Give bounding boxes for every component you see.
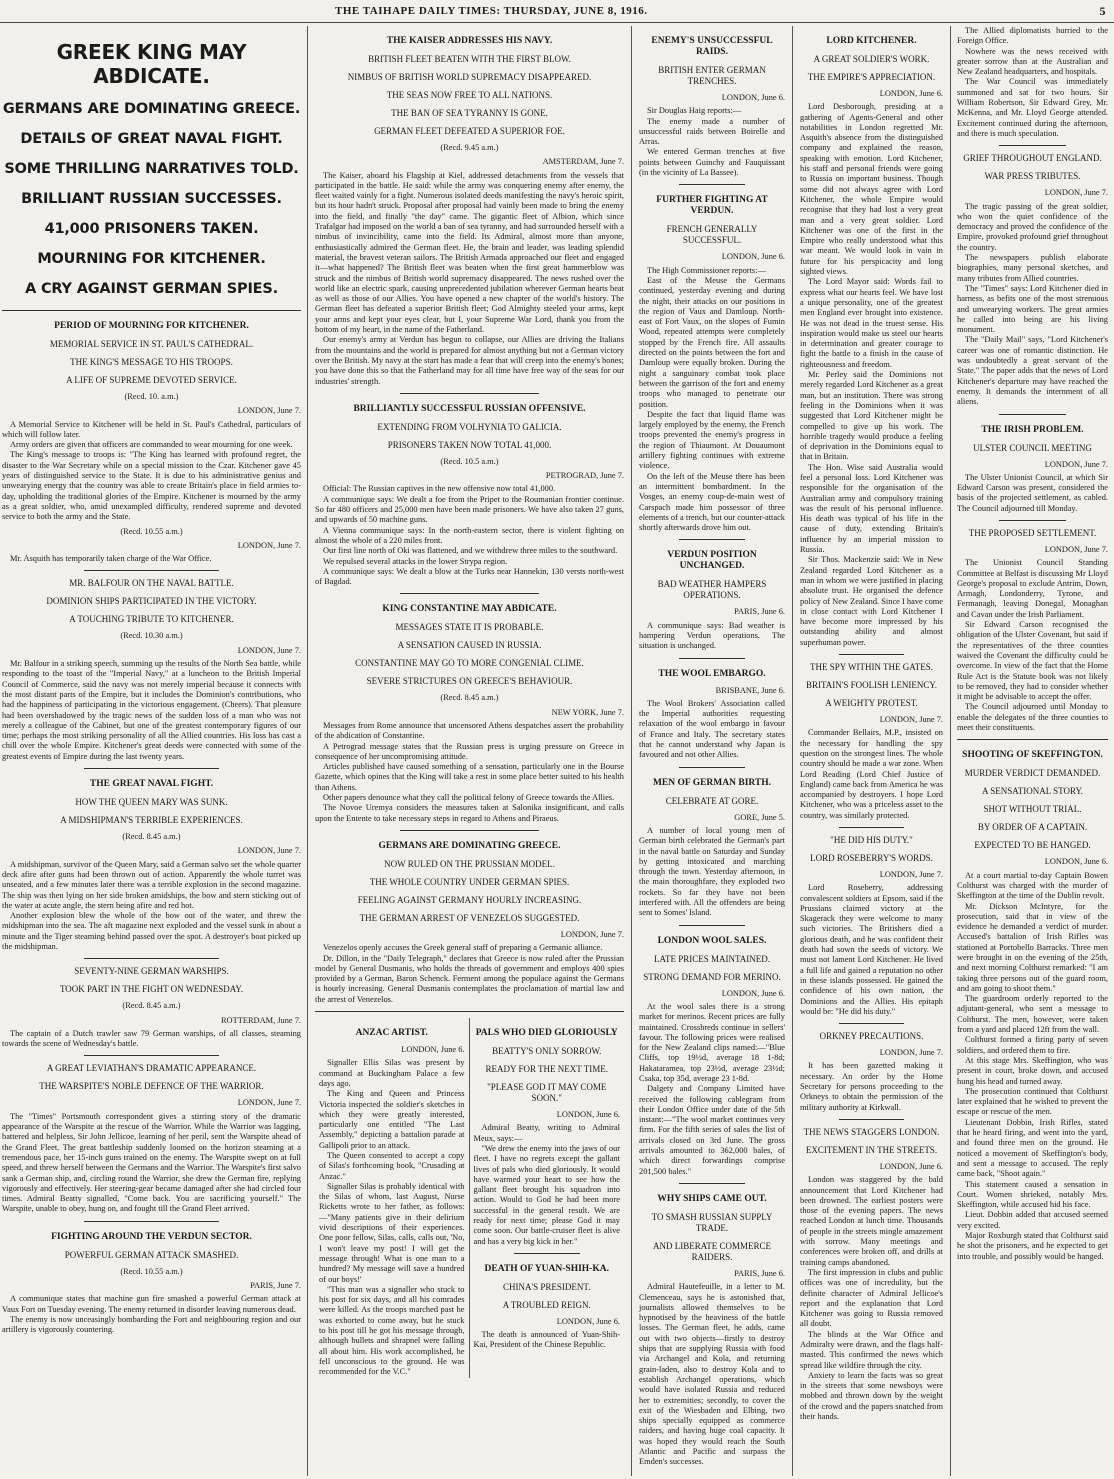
article-german-birth [639, 778, 785, 919]
divider [84, 768, 219, 769]
sub-heading: A WEIGHTY PROTEST. [825, 698, 918, 709]
paragraph: Dalgety and Company Limited have received the following cablegram from their London Office under date of the 5th instant:—"The wool market continues very firm. For the fifth series of sales the list of arrivals closed on 3rd June. The gross arrivals amounted to 362,000 bales, of which direct forwardings comprise 201,500 bales." [639, 1084, 785, 1176]
sub-heading: BEATTY'S ONLY SORROW. [492, 1046, 602, 1057]
paragraph: The first impression in clubs and public offices was one of incredulity, but the definite character of Admiral Jellicoe's report and the explanation that Lord Kitchener was going to Russia removed all doubt. [800, 1267, 943, 1329]
paragraph: The Unionist Council Standing Committee at Belfast is discussing Mr Lloyd George's proposal to exclude Antrim, Down, Armagh, Londonderry, Tyrone, and Fermanagh, leaving Donegal, Monaghan and Cavan under the Irish Parliament. [957, 558, 1108, 619]
paragraph: The prosecution continued that Colthurst later explained that he wished to prevent the escape or rescue of the men. [957, 1086, 1108, 1117]
dateline: GORE, June 5. [734, 812, 785, 822]
column-5 [953, 26, 1112, 1476]
dateline: PARIS, June 6. [734, 1268, 785, 1278]
article-heading: VERDUN POSITION UNCHANGED. [667, 550, 757, 572]
article-heading: DEATH OF YUAN-SHIH-KA. [484, 1263, 609, 1274]
column-2 [310, 26, 629, 1476]
article-heading: SHOOTING OF SKEFFINGTON. [962, 750, 1103, 761]
dateline: LONDON, June 6. [721, 252, 785, 262]
article-heading: FURTHER FIGHTING AT VERDUN. [656, 195, 768, 217]
sub-heading: PRISONERS TAKEN NOW TOTAL 41,000. [387, 439, 552, 450]
article-heading: PALS WHO DIED GLORIOUSLY [475, 1028, 618, 1039]
paragraph: The death is announced of Yuan-Shih-Kai, President of the Chinese Republic. [473, 1330, 620, 1350]
sub-heading: FRENCH GENERALLY SUCCESSFUL. [666, 224, 758, 246]
column-rule [631, 26, 632, 1476]
divider [679, 539, 745, 540]
sub-heading: POWERFUL GERMAN ATTACK SMASHED. [64, 1249, 239, 1260]
sub-heading: A SENSATION CAUSED IN RUSSIA. [397, 640, 542, 651]
paragraph: A Petrograd message states that the Russian press is urging pressure on Greece in consequence of her uncompromising attitude. [315, 741, 624, 761]
dateline: LONDON, June 7. [237, 645, 301, 655]
divider [839, 1023, 903, 1024]
received-time: (Recd. 10.55 a.m.) [120, 1266, 183, 1276]
article-heading: A GREAT LEVIATHAN'S DRAMATIC APPEARANCE. [46, 1063, 257, 1074]
sub-heading: THE BAN OF SEA TYRANNY IS GONE. [391, 108, 548, 118]
column-rule [307, 26, 308, 1476]
paragraph: Mr. Asquith has temporarily taken charge of the War Office. [10, 554, 212, 564]
paragraph: Lord Roseberry, addressing convalescent soldiers at Epsom, said if the Prussians claimed victory at the Skagerack they were welcome to many such victories. The Britishers died a glorious death, and he was confident their death had sown the seeds of victory. We must not lament Lord Kitchener. He lived a full life and gained a reputation no other in these islands possessed. He gained the confidence of his own nation, the Dominions and the Allies. His epitaph would be: "He did his duty." [800, 883, 943, 1016]
article-did-his-duty [800, 835, 943, 1017]
sub-heading: EXPECTED TO BE HANGED. [974, 840, 1091, 851]
paragraph: The enemy is now unceasingly bombarding the Fort and neighbouring region and our artillery is vigorously countering. [2, 1314, 301, 1335]
article-heading: GRIEF THROUGHOUT ENGLAND. [963, 153, 1102, 164]
article-wool-sales [639, 936, 785, 1177]
paragraph: The Council adjourned until Monday to enable the delegates of the three counties to meet their constituents. [957, 702, 1108, 733]
paragraph: The Hon. Wise said Australia would feel a personal loss. Lord Kitchener was responsible for the organisation of the Australian army and compulsory training was the result of his personal influence. His death was typical of his life in the cause of duty, extending Britain's influence by an imperial mission to Russia. [800, 462, 943, 555]
paragraph: The King and Queen and Princess Victoria inspected the soldier's sketches in which they were greatly interested, particularly one entitled "The Last Assembly," depicting a battalion parade at Gallipoli prior to an attack. [319, 1089, 465, 1150]
divider [999, 145, 1067, 146]
sub-heading: NIMBUS OF BRITISH WORLD SUPREMACY DISAPPEARED. [347, 72, 592, 82]
sub-heading: READY FOR THE NEXT TIME. [485, 1064, 608, 1075]
article-heading: MR. BALFOUR ON THE NAVAL BATTLE. [69, 578, 234, 589]
divider [679, 658, 745, 659]
dateline: ROTTERDAM, June 7. [220, 1015, 301, 1025]
paragraph: The Wool Brokers' Association called the Imperial authorities requesting relaxation of the wool embargo in favour of France and Italy. The secretary states that he cannot understand why Japan is favoured and not other Allies. [639, 698, 785, 760]
paragraph: A Vienna communique says: In the north-eastern sector, there is violent fighting on almost the whole of a 220 miles front. [315, 525, 624, 545]
paragraph: The High Commissioner reports:— [647, 265, 766, 275]
sub-heading: BY ORDER OF A CAPTAIN. [977, 822, 1088, 833]
divider [400, 593, 539, 594]
sub-heading: BRITAIN'S FOOLISH LENIENCY. [806, 680, 937, 691]
paragraph: At this stage Mrs. Skeffington, who was present in court, broke down, and accused hung his head and turned away. [957, 1055, 1108, 1086]
sub-heading: "PLEASE GOD IT MAY COME SOON." [487, 1082, 607, 1104]
paragraph: Lieut. Dobbin added that accused seemed very excited. [957, 1210, 1108, 1230]
dateline: LONDON, June 7. [237, 846, 301, 856]
paragraph: On the left of the Meuse there has been an intermittent bombardment. In the Vosges, an enemy coup-de-main west of Carspach made him possessor of three elements of a trench, but our counter-attack shortly afterwards drove him out. [639, 471, 785, 533]
sub-heading: A GREAT SOLDIER'S WORK. [813, 54, 930, 64]
paragraph: The captain of a Dutch trawler saw 79 German warships, of all classes, steaming towards the scene of Wednesday's battle. [2, 1028, 301, 1049]
paragraph: The tragic passing of the great soldier, who won the quiet confidence of the democracy and proved the confidence of the Empire, provoked profound grief throughout the country. [957, 201, 1108, 252]
sub-heading: THE EMPIRE'S APPRECIATION. [807, 72, 936, 82]
sub-heading: WAR PRESS TRIBUTES. [984, 171, 1081, 182]
article-orkney [800, 1031, 943, 1113]
paragraph: Our enemy's army at Verdun has begun to collapse, our Allies are driving the Italians from the mountains and the world is prepared for almost anything but not a German victory over the British. My navy at the start has made a fear that will creep into the enemy's bones; you have done this so that the Fatherland may for all time have free way of the seas for our industries' strength. [315, 335, 624, 386]
sub-heading: HOW THE QUEEN MARY WAS SUNK. [75, 797, 228, 808]
paragraph: Nowhere was the news received with greater sorrow than at the Australian and New Zealand headquarters, and hospitals. [957, 46, 1108, 77]
sub-heading: THE GERMAN ARREST OF VENEZELOS SUGGESTED. [359, 912, 580, 923]
divider [84, 1221, 219, 1222]
column-rule [792, 26, 793, 1476]
article-heading: ANZAC ARTIST. [355, 1028, 428, 1039]
sub-heading: SEVERE STRICTURES ON GREECE'S BEHAVIOUR. [366, 676, 573, 687]
sub-heading: EXCITEMENT IN THE STREETS. [805, 1144, 938, 1155]
paragraph: A communique says: We dealt a blow at the Turks near Hannekin, 130 versts north-west of Bagdad. [315, 566, 624, 587]
headline: DETAILS OF GREAT NAVAL FIGHT. [20, 131, 283, 147]
paragraph: A communique states that machine gun fire smashed a powerful German attack at Vaux Fort on Tuesday evening. The enemy returned in disorder leaving numerous dead. [2, 1294, 301, 1314]
paragraph: Despite the fact that liquid flame was largely employed by the enemy, the French troops prevented the enemy's progress in the region of Thiaumont. At Douaumont artillery fighting continues with extreme violence. [639, 409, 785, 471]
dateline: LONDON, June 7. [1044, 544, 1108, 554]
article-grief [957, 153, 1108, 407]
sub-heading: TO SMASH RUSSIAN SUPPLY TRADE. [651, 1211, 773, 1233]
paragraph: At the wool sales there is a strong market for merinos. Recent prices are fully maintained. Crossbreds continue in sellers' favour. The following prices were realised for the New Zealand clips named:—"Blue Cliffs, top 19½d, average 18 1-8d; Hakataramea, top 23½d, average 23½d; Csaka, top 35d, average 23 1-8d. [639, 1001, 785, 1083]
newspaper-title: THE TAIHAPE DAILY TIMES: THURSDAY, JUNE 8, 1916. [335, 5, 648, 17]
article-heading: WHY SHIPS CAME OUT. [657, 1193, 767, 1204]
sub-heading: CHINA'S PRESIDENT. [503, 1281, 591, 1292]
article-proposed-settlement [957, 528, 1108, 733]
article-heading: LORD KITCHENER. [826, 36, 917, 46]
paragraph: Anxiety to learn the facts was so great in the streets that some newsboys were mobbed and thrown down by the weight of the crowd and the papers snatched from their hands. [800, 1370, 943, 1422]
dateline: LONDON, June 7. [1044, 459, 1108, 469]
divider [679, 1183, 745, 1184]
sub-heading: BAD WEATHER HAMPERS OPERATIONS. [657, 579, 767, 601]
paragraph: The "Daily Mail" says, "Lord Kitchener's career was one of romantic distinction. He was undoubtedly a great servant of the State." The paper adds that the news of Lord Kitchener's departure may have reached the enemy. It demands the internment of all aliens. [957, 335, 1108, 407]
paragraph: London was staggered by the bald announcement that Lord Kitchener had been drowned. The earliest posters were those of the evening papers. The news reached London at lunch time. Thousands of people in the streets mingle amazement with sorrow. Many meetings and conferences were broken off, and drills at training camps abandoned. [800, 1175, 943, 1267]
received-time: (Recd. 10.30 a.m.) [120, 631, 183, 641]
paragraph: At a court martial to-day Captain Bowen Colthurst was charged with the murder of Skeffington at the time of the Dublin revolt. [957, 870, 1108, 901]
paragraph: A midshipman, survivor of the Queen Mary, said a German salvo set the whole quarter deck afire after guns had been thrown out of action. Apparently the whole turret was unseated, and a few minutes later there was a terrible explosion in the second magazine. The ship was then lying on her side broken amidships, the bow and stern sticking out of the water at acute angle, the stern being afire and red hot. [2, 859, 301, 910]
article-heading: MEN OF GERMAN BIRTH. [652, 777, 772, 788]
article-heading: THE NEWS STAGGERS LONDON. [803, 1126, 940, 1137]
paragraph: The Ulster Unionist Council, at which Sir Edward Carson was present, considered the basis of the projected settlement, as cabled. The Council adjourned till Monday. [957, 472, 1108, 513]
paragraph: Admiral Hautefeuille, in a letter to M. Clemenceau, says he is astonished that, journalists allowed themselves to be hypnotised by the heaviness of the battle losses. The German fleet, he adds, came out with two objects—firstly to destroy ships that are supplying Russia with food via Archangel and Kola, and returning grain-laden, also to destroy Kola and to establish Archangel operations, which would have isolated Russia and reduced her to extremities; secondly, to cover the exit of the Wiesbaden and Elbing, two ships specially equipped as commerce raiders, and having huge coal capacity. It was hoped they would reach the South Atlantic and Pacific and surpass the Emden's successes. [639, 1282, 785, 1467]
received-time: (Recd. 8.45 a.m.) [122, 1001, 181, 1011]
article-constantine [315, 604, 624, 824]
dateline: LONDON, June 6. [1044, 857, 1108, 867]
sub-heading: TOOK PART IN THE FIGHT ON WEDNESDAY. [59, 984, 244, 995]
paragraph: A Memorial Service to Kitchener will be held in St. Paul's Cathedral, particulars of which will follow later. [2, 419, 301, 439]
sub-heading: A TOUCHING TRIBUTE TO KITCHENER. [69, 614, 234, 625]
divider [839, 827, 903, 828]
article-russian-offensive [315, 404, 624, 588]
paragraph: Commander Bellairs, M.P., insisted on the necessary for handling the spy question on the strongest lines. The whole country should be made a war zone. When Lord Reading (Lord Chief Justice of England) came back from America he was accompanied by destroyers. I hope Lord Kitchener, who was a priceless asset to the country, was similarly protected. [800, 728, 943, 820]
article-raids [639, 36, 785, 178]
paragraph: Admiral Beatty, writing to Admiral Meux, says:— [473, 1123, 620, 1143]
paragraph: Another explosion blew the whole of the bow out of the water, and threw the midshipman into the sea. The aft magazine next exploded and the vessel sunk in about a minute and the Tiger steaming behind passed over the spot. A destroyer's boat picked up the midshipman. [2, 911, 301, 951]
article-allied-continued [957, 26, 1108, 139]
sub-heading: A SENSATIONAL STORY. [981, 786, 1084, 797]
paragraph: Army orders are given that officers are commanded to wear mourning for one week. [10, 440, 293, 450]
dateline: LONDON, June 6. [721, 93, 785, 102]
paragraph: This statement caused a sensation in Court. Women shrieked, notably Mrs. Skeffington, while accused hid his face. [957, 1179, 1108, 1210]
sub-heading: ULSTER COUNCIL MEETING [973, 442, 1092, 453]
article-anzac-artist [315, 1018, 470, 1378]
sub-heading: GERMAN FLEET DEFEATED A SUPERIOR FOE. [374, 126, 565, 136]
paragraph: "We drew the enemy into the jaws of our fleet. I have no regrets except the gallant lives of pals who died gloriously. It would have warmed your heart to see how the gallant fleet brought his squadron into action. Would to God he had been more successful in the general result. We are ready for next time; please God it may come soon. Our battle-cruiser fleet is alive and has a very big kick in her." [473, 1143, 620, 1246]
dateline: LONDON, June 7. [1044, 188, 1108, 198]
dateline: LONDON, June 7. [879, 870, 943, 879]
sub-heading: CELEBRATE AT GORE. [665, 795, 759, 806]
divider [839, 654, 903, 655]
paragraph: It has been gazetted making it necessary. An order by the Home Secretary for persons proceeding to the Orkneys to obtain the permission of the military authority at Kirkwall. [800, 1061, 943, 1112]
page-number: 5 [1099, 4, 1106, 18]
sub-heading: CONSTANTINE MAY GO TO MORE CONGENIAL CLIME. [355, 658, 584, 669]
divider [315, 1011, 624, 1012]
sub-heading: A TROUBLED REIGN. [502, 1299, 591, 1310]
dateline: PARIS, June 7. [250, 1281, 301, 1291]
sub-heading: LATE PRICES MAINTAINED. [653, 953, 771, 964]
paragraph: Lord Desborough, presiding at a gathering of Agents-General and other notabilities in London regretted Mr. Asquith's absence from the distinguished company and explained the reason, speaking with emotion. Lord Kitchener, his staff and personal friends were going to Russia on important business. Though some did not always agree with Lord Kitchener, the whole Empire would recognise that they had lost a very great man and a very great soldier. Lord Kitchener was one of the first in the Empire who really understood what this war meant. We would look in vain in future for his perspicacity and long sighted views. [800, 102, 943, 277]
article-heading: "HE DID HIS DUTY." [830, 835, 913, 845]
paragraph: Our first line north of Oki was flattened, and we withdrew three miles to the southward. [323, 546, 618, 556]
article-verdun-sector [2, 1232, 301, 1336]
article-irish-problem [957, 425, 1108, 514]
article-verdun-unchanged [639, 550, 785, 651]
article-heading: ENEMY'S UNSUCCESSFUL RAIDS. [651, 36, 773, 57]
article-heading: LONDON WOOL SALES. [657, 935, 767, 946]
paragraph: Official: The Russian captives in the new offensive now total 41,000. [323, 484, 556, 494]
sub-heading: FEELING AGAINST GERMANY HOURLY INCREASING. [357, 894, 582, 905]
sub-heading: THE WARSPITE'S NOBLE DEFENCE OF THE WARRIOR. [39, 1081, 264, 1092]
paragraph: The Lord Mayor said: Words fail to express what our hearts feel. We have lost a unique personality, one of the greatest men England ever brought into existence. He was not dead in the truest sense. His inspiration would make us steel our hearts in determination and greater courage to fight the battle to a finish in the cause of righteousness and freedom. [800, 277, 943, 369]
paragraph: The Novoe Uremya considers the measures taken at Salonika insignificant, and calls upon the Entente to take necessary steps in regard to Athens and Piraeus. [315, 803, 624, 823]
divider [999, 414, 1067, 415]
paragraph: Signaller Silas is probably identical with the Silas of whom, last August, Nurse Ricketts wrote to her father, as follows:—"Many patients give in their delirium vivid descriptions of their experiences. One poor fellow, Silas, calls, calls out, 'No, I won't leave my post! I will get the message through! What is one man to a hundred? My message will save a hundred of our boys!' [319, 1181, 465, 1284]
received-time: (Recd. 9.45 a.m.) [440, 143, 499, 152]
dateline: LONDON, June 6. [721, 988, 785, 998]
paragraph: We repulsed several attacks in the lower Strypa region. [323, 556, 508, 566]
dateline: PARIS, June 6. [734, 607, 785, 617]
paragraph: Sir Douglas Haig reports:— [647, 106, 742, 116]
article-lord-kitchener [800, 36, 943, 648]
received-time: (Recd. 10.5 a.m.) [440, 456, 499, 466]
dateline: LONDON, June 7. [237, 1098, 301, 1108]
article-heading: THE GREAT NAVAL FIGHT. [89, 779, 214, 790]
article-further-verdun [639, 195, 785, 533]
paragraph: Major Roxburgh stated that Colthurst said he shot the prisoners, and he expected to get into trouble, and possibly would be hanged. [957, 1231, 1108, 1261]
sub-heading: BRITISH ENTER GERMAN TRENCHES. [658, 65, 766, 86]
article-heading: PERIOD OF MOURNING FOR KITCHENER. [54, 321, 249, 331]
column-3 [634, 26, 790, 1476]
paragraph: Venezelos openly accuses the Greek general staff of preparing a Germanic alliance. [323, 943, 603, 953]
article-heading: FIGHTING AROUND THE VERDUN SECTOR. [51, 1231, 252, 1242]
sub-heading: THE SEAS NOW FREE TO ALL NATIONS. [386, 90, 553, 100]
sub-heading: MURDER VERDICT DEMANDED. [964, 768, 1101, 779]
sub-heading: A MIDSHIPMAN'S TERRIBLE EXPERIENCES. [60, 815, 243, 826]
divider [84, 1055, 219, 1056]
paragraph: Sir Thos. Mackenzie said: We in New Zealand regarded Lord Kitchener as a man in whom we were justified in placing absolute trust. He organised the defence policy of New Zealand. Since I have come in close contact with Lord Kitchener I have become more impressed by his outstanding ability and almost superhuman power. [800, 555, 943, 647]
dateline: LONDON, June 7. [879, 715, 943, 725]
sub-heading: DOMINION SHIPS PARTICIPATED IN THE VICTORY. [46, 596, 257, 607]
paragraph: Dr. Dillon, in the "Daily Telegraph," declares that Greece is now ruled after the Prussian model by General Dusmanis, who holds the threads of government and employs 400 spies provided by a German, Baron Schenck. Ferment among the populace against the Germans is hourly increasing. General Dusmanis contemplates the proclamation of martial law and the arrest of Venezelos. [315, 953, 624, 1004]
sub-heading: NOW RULED ON THE PRUSSIAN MODEL. [384, 858, 555, 869]
article-heading: BRILLIANTLY SUCCESSFUL RUSSIAN OFFENSIVE. [353, 403, 586, 414]
dateline: LONDON, June 7. [560, 929, 624, 939]
divider [400, 830, 539, 831]
paragraph: "This man was a signaller who stuck to his post for six days, and all his comrades were killed. As the troops marched past he was exhorted to come away, but he stuck to his post till he got his message through, although bullets and shrapnel were falling all about him. His work accomplished, he fell unconscious to the ground. He was recommended for the V.C." [319, 1284, 465, 1377]
dateline: LONDON, June 6. [879, 1161, 943, 1171]
divider [679, 767, 745, 768]
divider [679, 184, 745, 185]
sub-heading: MEMORIAL SERVICE IN ST. PAUL'S CATHEDRAL. [49, 339, 254, 349]
paragraph: Mr. Dickson McIntyre, for the prosecution, said that in view of the evidence he demanded a verdict of murder. Accused's battalion of Irish Rifles was stationed at Portobello Barracks. Three men were brought in on the evening of the 25th, and next morning Colthurst remarked: "I am taking three persons out of the guard room, and am going to shoot them." [957, 901, 1108, 993]
article-spy [800, 662, 943, 821]
divider [957, 739, 1108, 740]
received-time: (Recd. 10.55 a.m.) [120, 526, 183, 536]
sub-heading: AND LIBERATE COMMERCE RAIDERS. [652, 1240, 771, 1262]
article-heading: THE PROPOSED SETTLEMENT. [968, 527, 1097, 538]
column-1 [2, 26, 305, 1476]
divider [400, 393, 539, 394]
paragraph: Colthurst formed a firing party of seven soldiers, and ordered them to fire. [957, 1035, 1108, 1055]
article-warspite [2, 1063, 301, 1214]
paragraph: A communique says: Bad weather is hampering Verdun operations. The situation is unchanged. [639, 620, 785, 651]
article-skeffington [957, 750, 1108, 1262]
dateline: LONDON, June 6. [401, 1045, 465, 1055]
headline: MOURNING FOR KITCHENER. [37, 251, 266, 267]
paragraph: The guardroom orderly reported to the adjutant-general, who sent a message to Colthurst. The men, however, were taken from a yard and placed 12ft from the wall. [957, 994, 1108, 1035]
received-time: (Recd. 10. a.m.) [124, 392, 179, 401]
sub-heading: LORD ROSEBERRY'S WORDS. [810, 853, 933, 863]
headline: SOME THRILLING NARRATIVES TOLD. [4, 161, 299, 177]
paragraph: Mr. Perley said the Dominions not merely regarded Lord Kitchener as a great man, but an institution. There was strong feeling in the Dominions when it was suggested that Lord Kitchener might be compelled to give up his work. The horrible tragedy would produce a feeling of deprivation in the Dominions equal to that in Britain. [800, 370, 943, 462]
dateline: LONDON, June 6. [556, 1316, 620, 1326]
sub-heading: A LIFE OF SUPREME DEVOTED SERVICE. [66, 375, 237, 385]
article-warships [2, 966, 301, 1049]
paragraph: East of the Meuse the Germans continued, yesterday evening and during the night, their attacks on our positions in the region of Vaux and Damloup. North-east of Fort Vaux, on the slopes of Fumin Wood, repeated attempts were completely stopped by the French fire. All assaults directed on the points between the fort and Damloup were equally broken. During the night a sanguinary combat took place between the garrison of the fort and enemy troops who managed to penetrate our position. [639, 275, 785, 409]
article-ships-came-out [639, 1194, 785, 1468]
paragraph: The Kaiser, aboard his Flagship at Kiel, addressed detachments from the vessels that participated in the battle. He said: while the army was conquering enemy after enemy, the fleet waited vainly for a fight. Numerous isolated deeds manifesting the navy's heroic spirit, but its hour hadn't struck. Proposal after proposal had vainly been made to bring the enemy into the field, and finally "the day" came. The gigantic fleet of Albion, which since Trafalgar had imposed on the world a ban of sea tyranny, and had surrounded herself with a nimbus of invincibility, came into the field. Its Admiral, almost more than anyone, enthusiastically admired the German fleet. He, the brain and leader, was leading splendid material, the bravest veteran sailors. The British Armada approached our fleet and engaged it—what happened? The British fleet was beaten when the first great hammerblow was struck and the nimbus of British world supremacy disappeared. The news rushed over the world like an electric spark, causing unprecedented jubilation wherever German hearts beat as well as those of our Allies. You have opened a new chapter of the world's history. The German fleet has defeated a superior British fleet; God Almighty steeled your arms, kept your arms and kept your eyes clear, but I, your Supreme War Lord, thank you from the bottom of my heart, in the name of the Fatherland. [315, 170, 624, 335]
article-heading: THE SPY WITHIN THE GATES. [809, 662, 934, 673]
article-naval-fight [2, 779, 301, 952]
article-heading: ORKNEY PRECAUTIONS. [819, 1031, 924, 1042]
column-rule [950, 26, 951, 1476]
paragraph: The blinds at the War Office and Admiralty were drawn, and the flags half-masted. This confirmed the news which spread like wildfire through the city. [800, 1329, 943, 1370]
paragraph: Other papers denounce what they call the political felony of Greece towards the Allies. [323, 793, 615, 803]
sub-heading: STRONG DEMAND FOR MERINO. [643, 971, 781, 982]
sub-heading: MESSAGES STATE IT IS PROBABLE. [395, 622, 544, 633]
dateline: PETROGRAD, June 7. [545, 471, 624, 481]
masthead [0, 0, 1114, 23]
paragraph: Messages from Rome announce that uncensored Athens despatches assert the probability of the abdication of Constantine. [315, 720, 624, 741]
dateline: LONDON, June 7. [237, 540, 301, 550]
divider [514, 1253, 580, 1254]
paragraph: The War Council was immediately summoned and sat for two hours. Sir William Robertson, Sir Edward Grey, Mr. McKenna, and Mr. Lloyd George attended. Excitement continued during the afternoon, and there is much speculation. [957, 77, 1108, 138]
divider [84, 570, 219, 571]
paragraph: Articles published have caused something of a sensation, particularly one in the Bourse Gazette, which opines that the King will take a rest in some place better suited to his health than Athens. [315, 762, 624, 792]
sub-heading: BRITISH FLEET BEATEN WITH THE FIRST BLOW. [368, 54, 571, 64]
paragraph: Sir Edward Carson recognised the obligation of the Ulster Covenant, but said if the representatives of the three counties waived the Covenant the difficulty could be overcome. In view of the fact that the Home Rule Act is the Statute book was not likely to be removed, they had to consider whether it might be advisable to accept the offer. [957, 620, 1108, 702]
article-heading: SEVENTY-NINE GERMAN WARSHIPS. [74, 966, 229, 977]
paragraph: The "Times" says: Lord Kitchener died in harness, as befits one of the most strenuous and unwearying workers. The great armies he called into being are his living monument. [957, 283, 1108, 335]
paragraph: The "Times" Portsmouth correspondent gives a stirring story of the dramatic appearance of the Warspite at the rescue of the Warrior. While the Warrior was lagging, battered and helpless, Sir John Jellicoe, learning of her peril, sent the Warspite ahead of the Grand Fleet. The great battleship suddenly loomed on the horizon steaming at a tremendous pace, her 15-inch guns trained on the enemy. The Warspite swept on at full speed, and threw herself between the Germans and the Warrior. The Warspite's first salvo sank a German ship, and, circling round the Warrior, she drew the German fire, replying vigorously and effectively. Her steering-gear became damaged after she had circled four times. Admiral Beatty signalled, "Come back. You are sacrificing yourself." The Warspite, unable to obey, hung on, and fought till the Grand Fleet arrived. [2, 1111, 301, 1214]
article-heading: THE WOOL EMBARGO. [658, 668, 766, 679]
headline: BRILLIANT RUSSIAN SUCCESSES. [21, 191, 282, 207]
dateline: AMSTERDAM, June 7. [542, 157, 624, 167]
divider [2, 310, 301, 311]
main-headline: GREEK KING MAY ABDICATE. [56, 40, 247, 88]
headline: 41,000 PRISONERS TAKEN. [44, 221, 259, 237]
dateline: NEW YORK, June 7. [551, 707, 624, 717]
paragraph: A communique says: We dealt a foe from the Pripet to the Roumanian frontier continue. So far 480 officers and 25,000 men have been made prisoners. We have also taken 27 guns, and upwards of 50 machine guns. [315, 494, 624, 525]
dateline: BRISBANE, June 6. [715, 685, 785, 695]
paragraph: We entered German trenches at five points between Guinchy and Fauquissant (in the vicinity of La Bassee). [639, 147, 785, 178]
paragraph: The enemy made a number of unsuccessful raids between Boirelle and Arras. [639, 116, 785, 147]
article-balfour [2, 578, 301, 762]
paragraph: Signaller Ellis Silas was present by command at Buckingham Palace a few days ago. [319, 1058, 465, 1088]
divider [999, 520, 1067, 521]
sub-heading: THE WHOLE COUNTRY UNDER GERMAN SPIES. [369, 876, 570, 887]
paragraph: A number of local young men of German birth celebrated the German's part in the naval battle on Saturday and Sunday by getting intoxicated and marching through the town. Yesterday afternoon, in the main thoroughfare, they exploded two rockets. So far they have not been interfered with. All the offenders are being sent to Somes' Island. [639, 825, 785, 918]
article-heading: THE IRISH PROBLEM. [981, 424, 1084, 435]
sub-heading: THE KING'S MESSAGE TO HIS TROOPS. [70, 357, 233, 367]
divider [679, 925, 745, 926]
article-heading: GERMANS ARE DOMINATING GREECE. [378, 840, 561, 851]
paragraph: The newspapers publish elaborate biographies, many personal sketches, and many tributes from Allied countries. [957, 253, 1108, 283]
article-kaiser [315, 36, 624, 387]
paragraph: The King's message to troops is: "The King has learned with profound regret, the disaster to the War Secretary while on a special mission to the Czar. Kitchener gave 45 years of distinguished service to the State. It is due to his administrative genius and unwearying energy that the country was able to create Britain's place in field armies to-day, upholding the traditional glories of the Empire. Kitchener is mourned by the army as a great soldier, who, amid unexampled difficulty, rendered supreme and devoted service to both the army and the State. [2, 450, 301, 522]
column-4 [795, 26, 948, 1476]
dateline: LONDON, June 6. [556, 1110, 620, 1120]
received-time: (Recd. 8.45 a.m.) [440, 693, 499, 703]
paragraph: The Allied diplomatists hurried to the Foreign Office. [957, 26, 1108, 46]
paragraph: Mr. Balfour in a striking speech, summing up the results of the North Sea battle, while responding to the toast of the "Imperial Navy," at a luncheon to the British Imperial Council of Commerce, said the navy was not merely imperial because it connects with the most distant parts of the Empire, but it includes the Dominion's contributions, who had the happiness of participating in the victorious engagement. (Cheers). That pleasure had been overshadowed by the tragic news of the sudden loss of a man who was not merely a colleague of the Cabinet, but one of the greatest contemporary figures of our time; perhaps the most striking personality of all the Allied countries. His loss has cast a chill over the whole Empire. Kitchener's great deeds were connected with some of the greatest events of Empire during the last twenty years. [2, 659, 301, 761]
article-news-staggers [800, 1127, 943, 1422]
dateline: LONDON, June 7. [879, 1048, 943, 1058]
article-mourning [2, 321, 301, 564]
dateline: LONDON, June 7. [237, 406, 301, 416]
paragraph: Lieutenant Dobbin, Irish Rifles, stated that he heard firing, and went into the yard, and found three men on the ground. He noticed a movement of Skeffington's body, and sent a message to accused. The reply came back, "Shoot again." [957, 1117, 1108, 1179]
paragraph: The Queen consented to accept a copy of Silas's forthcoming book, "Crusading at Anzac." [319, 1151, 465, 1181]
article-dominating-greece [315, 841, 624, 1005]
headline: A CRY AGAINST GERMAN SPIES. [25, 281, 278, 297]
headline: GERMANS ARE DOMINATING GREECE. [2, 101, 301, 117]
divider [84, 958, 219, 959]
dateline: LONDON, June 6. [879, 89, 943, 98]
article-heading: THE KAISER ADDRESSES HIS NAVY. [386, 36, 553, 46]
split-section [315, 1018, 624, 1378]
sub-heading: SHOT WITHOUT TRIAL. [983, 804, 1082, 815]
article-pals [470, 1018, 625, 1378]
received-time: (Recd. 8.45 a.m.) [122, 832, 181, 842]
sub-heading: EXTENDING FROM VOLHYNIA TO GALICIA. [377, 421, 562, 432]
divider [839, 1119, 903, 1120]
article-wool-embargo [639, 669, 785, 761]
article-heading: KING CONSTANTINE MAY ABDICATE. [382, 604, 557, 615]
